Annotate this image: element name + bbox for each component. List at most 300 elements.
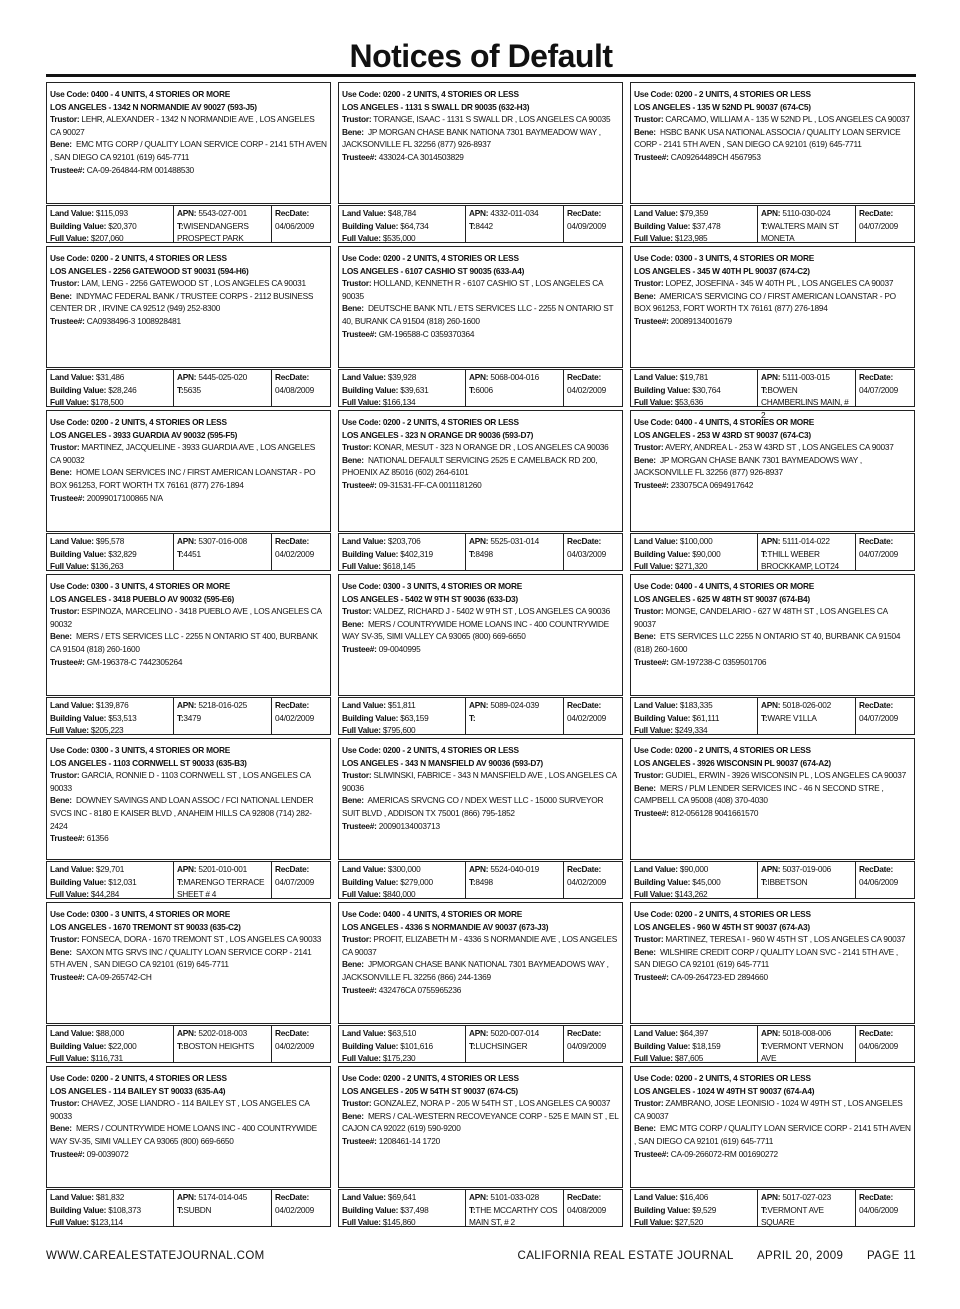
trustor-label: Trustor: <box>634 114 664 125</box>
trustee-line <box>50 971 327 984</box>
trustor-line <box>342 933 619 958</box>
recdate-value: 04/02/2009 <box>275 548 315 559</box>
recdate-label: RecDate: <box>567 536 601 546</box>
bene-line <box>50 290 327 315</box>
apn-cell <box>466 1190 564 1226</box>
value-box <box>630 1189 915 1227</box>
trustor-label: Trustor: <box>342 606 372 617</box>
apn-value: 5111-003-015 <box>782 372 830 382</box>
bene-line <box>634 126 911 151</box>
full-value: $535,000 <box>382 233 416 243</box>
full-label: Full Value: <box>634 1053 673 1063</box>
recdate-cell <box>272 206 330 242</box>
land-label: Land Value: <box>50 1028 94 1038</box>
recdate-label: RecDate: <box>859 536 893 546</box>
t-label: T: <box>469 548 476 559</box>
trustor-line <box>50 605 327 630</box>
value-cell <box>631 206 758 242</box>
recdate-cell <box>564 862 622 898</box>
notice-entry <box>338 410 623 571</box>
recdate-value: 04/06/2009 <box>859 876 899 887</box>
apn-value: 5110-030-024 <box>782 208 831 218</box>
trustor-label: Trustor: <box>634 934 664 945</box>
trustor-line <box>50 441 327 466</box>
bene-label: Bene: <box>634 631 656 642</box>
trustor-label: Trustor: <box>634 1098 664 1109</box>
recdate-label: RecDate: <box>275 372 309 382</box>
trustee-value: 1208461-14 1720 <box>378 1135 441 1146</box>
recdate-value: 04/06/2009 <box>859 1040 899 1051</box>
full-label: Full Value: <box>634 889 673 899</box>
t-value: LUCHSINGER <box>475 1040 528 1051</box>
t-label: T: <box>177 712 184 723</box>
building-value: $108,373 <box>108 1204 141 1215</box>
bene-line <box>634 782 911 807</box>
use-code: Use Code: 0300 - 3 UNITS, 4 STORIES OR MORE <box>50 581 230 591</box>
recdate-cell <box>856 698 914 734</box>
notice-text-box <box>46 410 331 532</box>
apn-label: APN: <box>469 864 489 874</box>
recdate-label: RecDate: <box>567 1192 601 1202</box>
full-label: Full Value: <box>342 889 381 899</box>
full-value: $123,114 <box>90 1217 123 1227</box>
building-value: $279,000 <box>400 876 433 887</box>
trustee-value: 233075CA 0694917642 <box>670 479 754 490</box>
value-box <box>630 1025 915 1063</box>
trustee-label: Trustee#: <box>50 315 85 326</box>
recdate-value: 04/06/2009 <box>275 220 315 231</box>
apn-value: 5018-008-006 <box>782 1028 832 1038</box>
land-label: Land Value: <box>342 208 386 218</box>
building-value: $39,631 <box>400 384 429 395</box>
trustor-line <box>342 605 619 618</box>
t-value: WALTERS MAIN ST MONETA <box>761 220 839 243</box>
notice-text-box <box>338 410 623 532</box>
building-value: $30,764 <box>692 384 721 395</box>
land-value: $100,000 <box>679 536 713 546</box>
land-value: $139,876 <box>95 700 129 710</box>
apn-value: 5201-010-001 <box>198 864 248 874</box>
land-value: $95,578 <box>95 536 125 546</box>
building-label: Building Value: <box>342 384 399 395</box>
trustor-label: Trustor: <box>342 114 372 125</box>
full-label: Full Value: <box>50 561 89 571</box>
value-cell <box>47 534 174 570</box>
notice-text-box <box>46 738 331 860</box>
recdate-value: 04/02/2009 <box>275 1204 315 1215</box>
value-cell <box>47 370 174 406</box>
land-value: $63,510 <box>387 1028 417 1038</box>
trustor-line <box>634 769 911 782</box>
bene-label: Bene: <box>50 290 72 301</box>
trustee-value: 20089134001679 <box>670 315 732 326</box>
full-value: $166,134 <box>382 397 416 407</box>
property-address: LOS ANGELES - 1024 W 49TH ST 90037 (674-A4) <box>634 1085 815 1096</box>
trustee-value: CA-09-265742-CH <box>86 971 152 982</box>
trustee-label: Trustee#: <box>50 833 85 844</box>
notice-text-box <box>46 902 331 1024</box>
footer-date: APRIL 20, 2009 <box>756 1250 844 1262</box>
apn-label: APN: <box>469 1028 489 1038</box>
trustee-line <box>50 832 327 845</box>
trustee-label: Trustee#: <box>342 479 377 490</box>
notice-entry <box>338 1066 623 1227</box>
apn-value: 5111-014-022 <box>782 536 830 546</box>
land-label: Land Value: <box>342 372 386 382</box>
apn-value: 5202-018-003 <box>198 1028 248 1038</box>
notice-text-box <box>630 574 915 696</box>
value-cell <box>631 862 758 898</box>
bene-line <box>342 454 619 479</box>
building-label: Building Value: <box>634 1204 691 1215</box>
trustee-label: Trustee#: <box>342 151 377 162</box>
trustee-label: Trustee#: <box>634 807 669 818</box>
apn-cell <box>174 698 272 734</box>
bene-line <box>342 302 619 327</box>
trustee-label: Trustee#: <box>50 971 85 982</box>
trustee-line <box>50 492 327 505</box>
recdate-cell <box>272 534 330 570</box>
notice-entry <box>46 902 331 1063</box>
use-code: Use Code: 0200 - 2 UNITS, 4 STORIES OR LESS <box>342 417 519 427</box>
land-value: $69,641 <box>387 1192 417 1202</box>
apn-cell <box>466 862 564 898</box>
building-label: Building Value: <box>342 1040 399 1051</box>
apn-label: APN: <box>761 208 781 218</box>
building-label: Building Value: <box>634 384 691 395</box>
use-code: Use Code: 0200 - 2 UNITS, 4 STORIES OR LESS <box>634 1073 811 1083</box>
building-value: $53,513 <box>108 712 137 723</box>
value-cell <box>339 1190 466 1226</box>
value-box <box>46 533 331 571</box>
property-address: LOS ANGELES - 5402 W 9TH ST 90036 (633-D3) <box>342 593 518 604</box>
full-value: $249,334 <box>674 725 708 735</box>
notice-text-box <box>630 1066 915 1188</box>
t-value: 3479 <box>183 712 201 723</box>
recdate-label: RecDate: <box>859 864 893 874</box>
land-value: $183,335 <box>679 700 713 710</box>
building-label: Building Value: <box>342 876 399 887</box>
trustee-label: Trustee#: <box>342 984 377 995</box>
full-label: Full Value: <box>50 1053 89 1063</box>
use-code: Use Code: 0300 - 3 UNITS, 4 STORIES OR MORE <box>634 253 814 263</box>
use-code: Use Code: 0300 - 3 UNITS, 4 STORIES OR MORE <box>50 745 230 755</box>
value-box <box>630 861 915 899</box>
full-value: $795,600 <box>382 725 416 735</box>
bene-label: Bene: <box>342 959 364 970</box>
notice-text-box <box>338 1066 623 1188</box>
bene-line <box>634 290 911 315</box>
trustor-label: Trustor: <box>634 606 664 617</box>
recdate-cell <box>856 370 914 406</box>
bene-label: Bene: <box>50 631 72 642</box>
t-label: T: <box>469 220 476 231</box>
land-value: $203,706 <box>387 536 421 546</box>
land-label: Land Value: <box>342 536 386 546</box>
value-cell <box>631 534 758 570</box>
t-label: T: <box>761 1204 768 1215</box>
trustee-value: GM-196378-C 7442305264 <box>86 656 183 667</box>
bene-value: DOWNEY SAVINGS AND LOAN ASSOC / FCI NATIONAL LENDER SVCS INC - 8180 E KAISER BLVD , ANAHEIM HILLS CA 92808 (714) 282-2424 <box>50 795 314 831</box>
use-code: Use Code: 0200 - 2 UNITS, 4 STORIES OR LESS <box>634 745 811 755</box>
value-box <box>46 1189 331 1227</box>
t-label: T: <box>761 876 768 887</box>
trustor-value: CARCAMO, WILLIAM A - 135 W 52ND PL , LOS ANGELES CA 90037 <box>665 114 910 125</box>
t-value: THILL WEBER BROCKKAMP, LOT24 <box>761 548 839 571</box>
trustor-value: GARCIA, RONNIE D - 1103 CORNWELL ST , LOS ANGELES CA 90033 <box>50 770 311 793</box>
apn-cell <box>758 862 856 898</box>
trustee-label: Trustee#: <box>342 820 377 831</box>
apn-cell <box>466 698 564 734</box>
apn-cell <box>174 206 272 242</box>
recdate-cell <box>272 698 330 734</box>
recdate-cell <box>564 370 622 406</box>
bene-label: Bene: <box>634 290 656 301</box>
notice-entry <box>46 1066 331 1227</box>
bene-value: ETS SERVICES LLC 2255 N ONTARIO ST 40, BURBANK CA 91504 (818) 260-1600 <box>634 631 901 654</box>
apn-cell <box>466 370 564 406</box>
bene-value: WILSHIRE CREDIT CORP / QUALITY LOAN SVC - 2141 5TH AVE , SAN DIEGO CA 92101 (619) 645-7711 <box>634 946 898 970</box>
trustee-label: Trustee#: <box>634 656 669 667</box>
trustor-line <box>634 277 911 290</box>
recdate-cell <box>272 1026 330 1062</box>
trustor-value: VALDEZ, RICHARD J - 5402 W 9TH ST , LOS ANGELES CA 90036 <box>373 606 610 617</box>
footer-url[interactable]: WWW.CAREALESTATEJOURNAL.COM <box>46 1250 265 1262</box>
bene-label: Bene: <box>50 467 72 478</box>
bene-value: DEUTSCHE BANK NTL / ETS SERVICES LLC - 2255 N ONTARIO ST 40, BURANK CA 91504 (818) 260-1600 <box>342 303 614 326</box>
trustor-label: Trustor: <box>634 442 664 453</box>
bene-line <box>50 1122 327 1147</box>
building-label: Building Value: <box>342 1204 399 1215</box>
apn-label: APN: <box>177 1192 197 1202</box>
use-code: Use Code: 0200 - 2 UNITS, 4 STORIES OR LESS <box>342 89 519 99</box>
trustor-value: ZAMBRANO, JOSE LEONISIO - 1024 W 49TH ST , LOS ANGELES CA 90037 <box>634 1098 903 1121</box>
value-cell <box>47 206 174 242</box>
value-box <box>46 1025 331 1063</box>
bene-value: NATIONAL DEFAULT SERVICING 2525 E CAMELBACK RD 200, PHOENIX AZ 85016 (602) 264-6101 <box>342 454 598 478</box>
property-address: LOS ANGELES - 1131 S SWALL DR 90035 (632-H3) <box>342 101 530 112</box>
building-label: Building Value: <box>50 220 107 231</box>
recdate-label: RecDate: <box>859 700 893 710</box>
trustor-line <box>50 933 327 946</box>
trustee-label: Trustee#: <box>634 971 669 982</box>
bene-label: Bene: <box>342 303 364 314</box>
trustee-line <box>634 971 911 984</box>
apn-label: APN: <box>761 1028 781 1038</box>
trustor-line <box>342 277 619 302</box>
use-code: Use Code: 0400 - 4 UNITS, 4 STORIES OR MORE <box>634 581 814 591</box>
trustee-value: 433024-CA 3014503829 <box>378 151 464 162</box>
apn-label: APN: <box>469 208 489 218</box>
value-box <box>338 205 623 243</box>
land-label: Land Value: <box>634 1028 678 1038</box>
trustee-label: Trustee#: <box>342 328 377 339</box>
footer-right <box>498 1250 917 1262</box>
building-label: Building Value: <box>634 1040 691 1051</box>
property-address: LOS ANGELES - 4336 S NORMANDIE AV 90037 (673-J3) <box>342 921 549 932</box>
land-value: $79,359 <box>679 208 709 218</box>
notice-text-box <box>630 410 915 532</box>
trustor-value: PROFIT, ELIZABETH M - 4336 S NORMANDIE AVE , LOS ANGELES CA 90037 <box>342 934 618 957</box>
recdate-label: RecDate: <box>567 864 601 874</box>
notice-entry <box>630 902 915 1063</box>
trustor-value: KONAR, MESUT - 323 N ORANGE DR , LOS ANGELES CA 90036 <box>373 442 609 453</box>
property-address: LOS ANGELES - 625 W 48TH ST 90037 (674-B4) <box>634 593 810 604</box>
full-value: $145,860 <box>382 1217 416 1227</box>
t-label: T: <box>761 220 768 231</box>
trustee-value: CA-09-266072-RM 001690272 <box>670 1148 778 1159</box>
recdate-cell <box>564 698 622 734</box>
value-box <box>46 369 331 407</box>
bene-line <box>342 618 619 643</box>
trustee-line <box>634 315 911 328</box>
trustee-line <box>634 1148 911 1161</box>
apn-label: APN: <box>177 536 197 546</box>
recdate-cell <box>564 1190 622 1226</box>
trustee-label: Trustee#: <box>634 479 669 490</box>
land-label: Land Value: <box>634 864 678 874</box>
value-box <box>46 205 331 243</box>
land-value: $81,832 <box>95 1192 125 1202</box>
trustor-label: Trustor: <box>50 1098 80 1109</box>
t-label: T: <box>469 1040 476 1051</box>
trustor-line <box>634 441 911 454</box>
property-address: LOS ANGELES - 1670 TREMONT ST 90033 (635-C2) <box>50 921 241 932</box>
apn-label: APN: <box>469 536 489 546</box>
full-label: Full Value: <box>342 1053 381 1063</box>
use-code: Use Code: 0200 - 2 UNITS, 4 STORIES OR LESS <box>342 745 519 755</box>
value-box <box>338 369 623 407</box>
t-value: IBBETSON <box>767 876 808 887</box>
apn-value: 5543-027-001 <box>198 208 248 218</box>
value-box <box>338 697 623 735</box>
trustee-label: Trustee#: <box>634 1148 669 1159</box>
trustor-value: LAM, LENG - 2256 GATEWOOD ST , LOS ANGELES CA 90031 <box>81 278 306 289</box>
notice-text-box <box>630 738 915 860</box>
bene-line <box>634 1122 911 1147</box>
apn-value: 5089-024-039 <box>490 700 540 710</box>
trustor-label: Trustor: <box>50 606 80 617</box>
trustor-value: SLIWINSKI, FABRICE - 343 N MANSFIELD AVE , LOS ANGELES CA 90036 <box>342 770 617 793</box>
trustee-line <box>50 164 327 177</box>
value-box <box>630 533 915 571</box>
trustee-label: Trustee#: <box>342 643 377 654</box>
value-cell <box>47 862 174 898</box>
recdate-label: RecDate: <box>567 372 601 382</box>
t-value: WARE V1LLA <box>767 712 817 723</box>
value-box <box>46 697 331 735</box>
property-address: LOS ANGELES - 343 N MANSFIELD AV 90036 (593-D7) <box>342 757 543 768</box>
recdate-label: RecDate: <box>567 700 601 710</box>
bene-value: EMC MTG CORP / QUALITY LOAN SERVICE CORP - 2141 5TH AVEN , SAN DIEGO CA 92101 (619) 645-7711 <box>634 1123 911 1146</box>
footer-page: PAGE 11 <box>866 1250 916 1262</box>
trustee-label: Trustee#: <box>50 656 85 667</box>
trustor-label: Trustor: <box>634 278 664 289</box>
apn-value: 5307-016-008 <box>198 536 248 546</box>
recdate-value: 04/02/2009 <box>275 712 315 723</box>
value-cell <box>47 698 174 734</box>
trustee-line <box>342 328 619 341</box>
recdate-label: RecDate: <box>275 536 309 546</box>
t-label: T: <box>761 384 768 395</box>
use-code: Use Code: 0400 - 4 UNITS, 4 STORIES OR MORE <box>342 909 522 919</box>
building-value: $9,529 <box>692 1204 717 1215</box>
trustee-line <box>342 643 619 656</box>
value-cell <box>631 698 758 734</box>
notice-text-box <box>338 246 623 368</box>
full-value: $116,731 <box>90 1053 123 1063</box>
full-label: Full Value: <box>634 233 673 243</box>
value-cell <box>631 1190 758 1226</box>
recdate-label: RecDate: <box>567 1028 601 1038</box>
value-cell <box>631 1026 758 1062</box>
property-address: LOS ANGELES - 345 W 40TH PL 90037 (674-C2) <box>634 265 810 276</box>
full-value: $175,230 <box>382 1053 416 1063</box>
apn-cell <box>758 206 856 242</box>
notice-text-box <box>630 902 915 1024</box>
bene-label: Bene: <box>634 454 656 465</box>
apn-value: 5068-004-016 <box>490 372 540 382</box>
use-code: Use Code: 0400 - 4 UNITS, 4 STORIES OR MORE <box>50 89 230 99</box>
trustee-line <box>342 1135 619 1148</box>
property-address: LOS ANGELES - 205 W 54TH ST 90037 (674-C5) <box>342 1085 518 1096</box>
bene-value: HSBC BANK USA NATIONAL ASSOCIA / QUALITY LOAN SERVICE CORP - 2141 5TH AVEN , SAN DIEGO CA 92101 (619) 645-7711 <box>634 126 901 150</box>
trustor-label: Trustor: <box>342 770 372 781</box>
trustor-label: Trustor: <box>50 442 80 453</box>
land-value: $64,397 <box>679 1028 709 1038</box>
bene-line <box>634 630 911 655</box>
trustee-value: GM-197238-C 0359501706 <box>670 656 767 667</box>
full-value: $205,223 <box>90 725 124 735</box>
trustor-line <box>50 1097 327 1122</box>
trustor-line <box>342 441 619 454</box>
t-value: MARENGO TERRACE SHEET # 4 <box>177 876 265 899</box>
value-cell <box>47 1026 174 1062</box>
apn-value: 5018-026-002 <box>782 700 832 710</box>
recdate-cell <box>272 370 330 406</box>
notice-text-box <box>46 246 331 368</box>
full-label: Full Value: <box>50 1217 89 1227</box>
trustor-value: CHAVEZ, JOSE LIANDRO - 114 BAILEY ST , LOS ANGELES CA 90033 <box>50 1098 310 1121</box>
bene-value: SAXON MTG SRVS INC / QUALITY LOAN SERVICE CORP - 2141 5TH AVEN , SAN DIEGO CA 92101 (619) 645-7711 <box>50 946 312 970</box>
building-value: $64,734 <box>400 220 429 231</box>
bene-value: INDYMAC FEDERAL BANK / TRUSTEE CORPS - 2112 BUSINESS CENTER DR , IRVINE CA 92512 (949) 252-8300 <box>50 290 314 314</box>
recdate-value: 04/07/2009 <box>859 384 899 395</box>
full-label: Full Value: <box>634 725 673 735</box>
apn-cell <box>758 1026 856 1062</box>
t-value: 8498 <box>475 876 493 887</box>
trustee-line <box>634 807 911 820</box>
value-cell <box>631 370 758 406</box>
notice-text-box <box>46 82 331 204</box>
trustee-line <box>50 1148 327 1161</box>
trustee-value: 20090134003713 <box>378 820 440 831</box>
recdate-value: 04/09/2009 <box>567 1040 607 1051</box>
property-address: LOS ANGELES - 323 N ORANGE DR 90036 (593-D7) <box>342 429 534 440</box>
trustor-label: Trustor: <box>342 1098 372 1109</box>
land-label: Land Value: <box>342 1028 386 1038</box>
full-label: Full Value: <box>634 561 673 571</box>
building-label: Building Value: <box>634 220 691 231</box>
apn-label: APN: <box>177 1028 197 1038</box>
apn-label: APN: <box>469 1192 489 1202</box>
trustee-value: 61356 <box>86 833 109 844</box>
apn-label: APN: <box>177 864 197 874</box>
property-address: LOS ANGELES - 135 W 52ND PL 90037 (674-C5) <box>634 101 811 112</box>
building-label: Building Value: <box>50 1204 107 1215</box>
apn-value: 5037-019-006 <box>782 864 832 874</box>
apn-cell <box>758 370 856 420</box>
